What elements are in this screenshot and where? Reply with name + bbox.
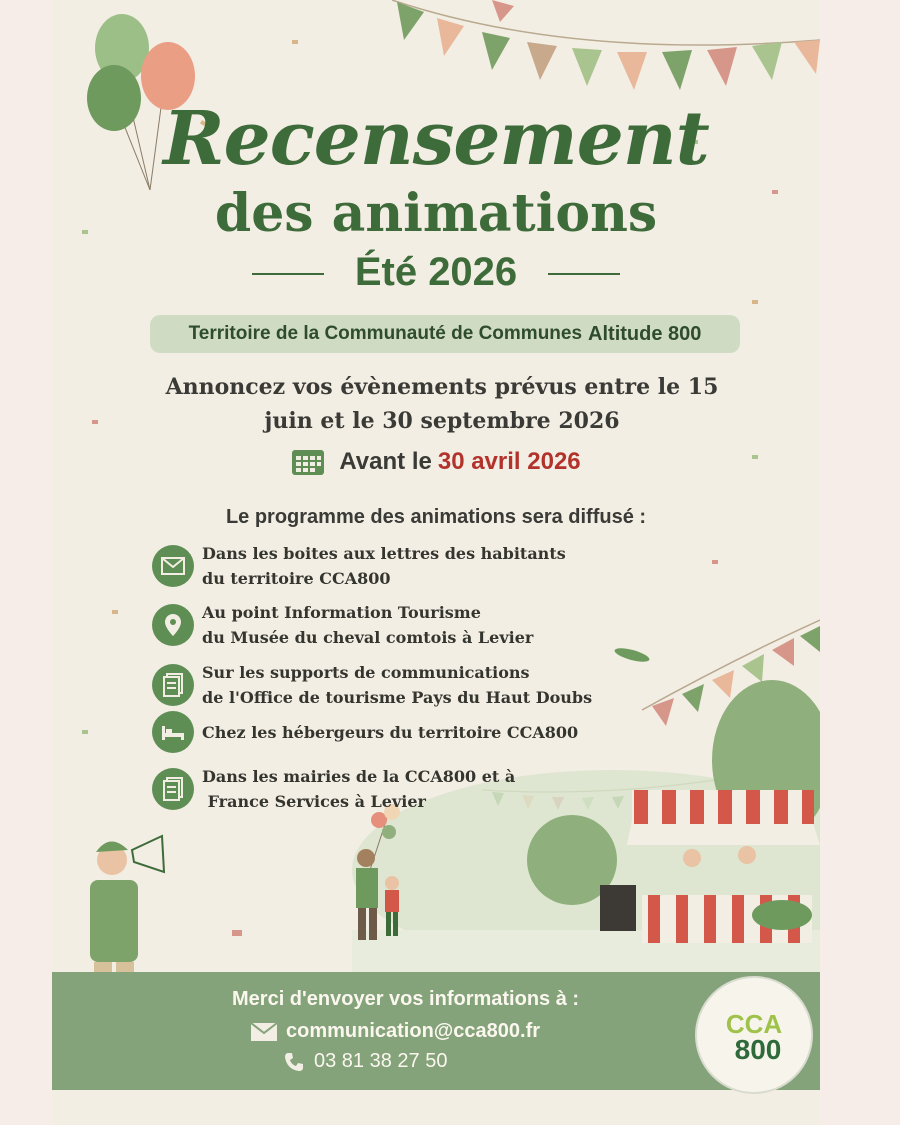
list-item-text	[202, 660, 592, 710]
svg-text:CCA: CCA	[725, 1009, 783, 1039]
announce-line-1: Annoncez vos évènements prévus entre le 15	[165, 374, 719, 400]
title-rule-right	[548, 273, 620, 275]
list-item-line-2: du Musée du cheval comtois à Levier	[202, 628, 534, 647]
list-item-line-1: Sur les supports de communications	[202, 663, 530, 682]
logo-mark	[690, 975, 818, 1095]
location-pin-icon	[152, 604, 194, 646]
cca800-logo	[690, 975, 818, 1095]
deadline-prefix: Avant le	[339, 448, 432, 475]
banner-strong: Altitude 800	[588, 322, 702, 345]
calendar-icon	[291, 448, 325, 476]
banner-text: Territoire de la Communauté de Communes	[188, 323, 583, 344]
announce-text	[162, 370, 722, 438]
title-des-animations: des animations	[214, 183, 658, 244]
announce-line-2: juin et le 30 septembre 2026	[264, 408, 620, 434]
bed-icon	[152, 711, 194, 753]
deadline-date: 30 avril 2026	[437, 448, 581, 475]
documents-icon	[152, 664, 194, 706]
list-item-line-1: Chez les hébergeurs du territoire CCA800	[202, 722, 579, 742]
list-item	[152, 541, 632, 591]
list-item-text	[202, 541, 566, 591]
footer-email[interactable]: communication@cca800.fr	[286, 1020, 541, 1042]
footer-phone[interactable]: 03 81 38 27 50	[314, 1050, 448, 1072]
documents-icon	[152, 768, 194, 810]
footer-email-row[interactable]	[250, 1020, 540, 1043]
list-item-line-1: Dans les mairies de la CCA800 et à	[202, 767, 516, 786]
list-item	[152, 764, 632, 814]
list-item-line-2: de l'Office de tourisme Pays du Haut Doubs	[202, 688, 593, 707]
list-item	[152, 600, 632, 650]
list-item-text	[202, 764, 515, 814]
territory-banner	[150, 315, 740, 353]
list-item-line-2: du territoire CCA800	[202, 569, 391, 588]
bunting-top	[392, 0, 820, 90]
list-item	[152, 711, 632, 753]
footer-phone-row[interactable]	[284, 1050, 447, 1073]
deadline	[52, 448, 820, 476]
envelope-icon	[152, 545, 194, 587]
list-item-text	[202, 600, 533, 650]
footer-heading: Merci d'envoyer vos informations à :	[232, 988, 580, 1010]
list-item-line-1: Dans les boites aux lettres des habitants	[202, 544, 566, 563]
list-item-line-1: Au point Information Tourisme	[202, 603, 481, 622]
svg-text:800: 800	[734, 1034, 782, 1065]
list-item-text	[202, 720, 578, 745]
list-item	[152, 660, 632, 710]
title-recensement: Recensement	[163, 96, 709, 182]
program-subhead: Le programme des animations sera diffusé :	[225, 506, 647, 528]
envelope-icon	[250, 1022, 278, 1042]
poster	[52, 0, 820, 1125]
title-year: Été 2026	[354, 250, 518, 294]
phone-icon	[284, 1052, 304, 1072]
list-item-line-2: France Services à Levier	[202, 792, 426, 811]
